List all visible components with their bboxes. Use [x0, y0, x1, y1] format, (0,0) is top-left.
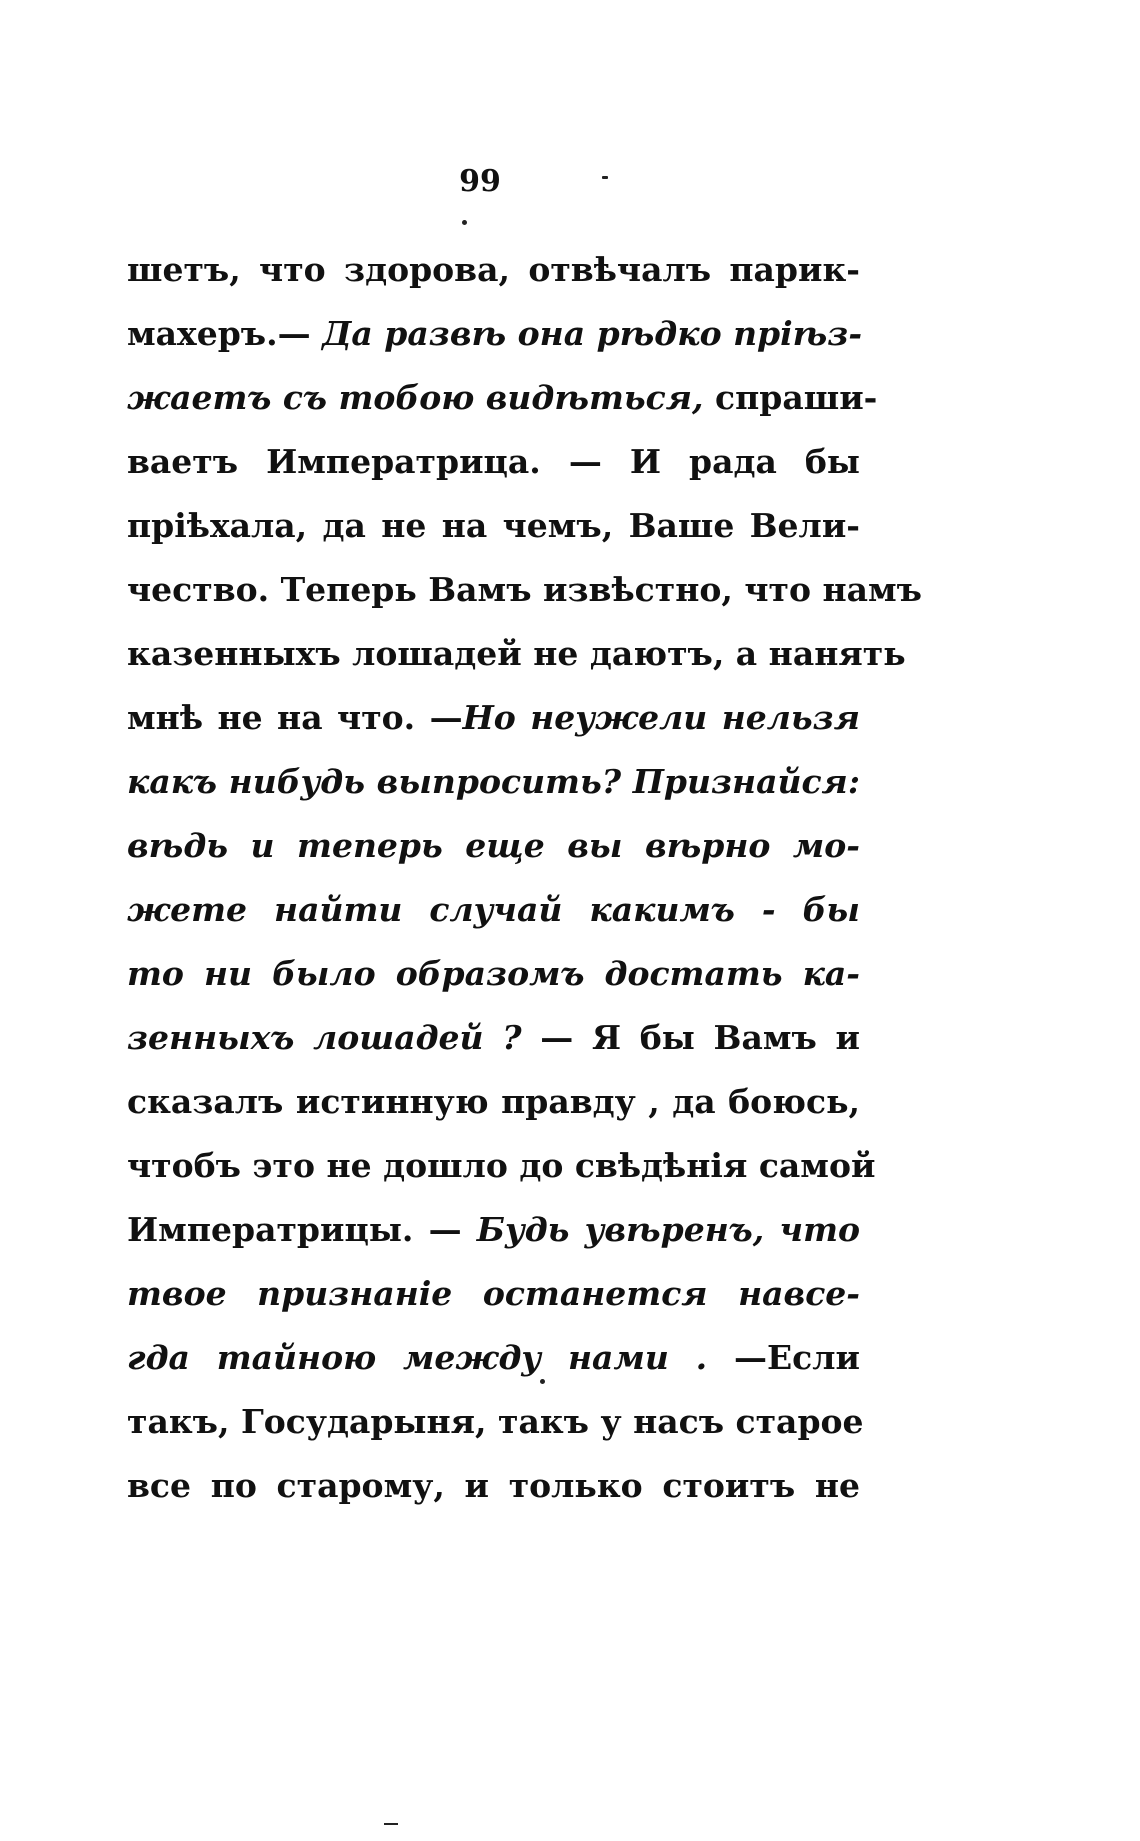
text-line — [127, 238, 860, 302]
body-text-segment: сказалъ истинную правду , да боюсь, — [127, 1082, 860, 1121]
italic-text: то ни было образомъ достать ка- — [127, 954, 860, 993]
text-line — [127, 1006, 860, 1070]
body-text-segment: мнѣ не на что. — — [127, 698, 463, 737]
text-line — [127, 1134, 876, 1198]
body-text-segment: чтобъ это не дошло до свѣдѣнія самой — [127, 1146, 876, 1185]
text-line — [127, 1070, 860, 1134]
body-text-segment: такъ, Государыня, такъ у насъ старое — [127, 1402, 864, 1441]
print-speck — [384, 1823, 398, 1825]
italic-text: жете найти случай какимъ - бы — [127, 890, 860, 929]
body-text-segment: шетъ, что здорова, отвѣчалъ парик- — [127, 250, 860, 289]
print-speck — [602, 176, 608, 179]
text-line — [127, 1454, 860, 1518]
text-line — [127, 558, 922, 622]
italic-text: Но неужели нельзя — [462, 698, 860, 737]
italic-text: Будь увѣренъ, что — [476, 1210, 860, 1249]
text-line — [127, 494, 860, 558]
italic-text: Да развѣ она рѣдко пріѣз- — [322, 314, 863, 353]
print-speck — [462, 220, 467, 225]
body-text-segment: чество. Теперь Вамъ извѣстно, что намъ — [127, 570, 922, 609]
text-line — [127, 366, 878, 430]
text-line — [127, 942, 860, 1006]
italic-text: гда тайною между нами . — [127, 1338, 708, 1377]
italic-text: твое признаніе останется навсе- — [127, 1274, 860, 1313]
text-line — [127, 878, 860, 942]
text-line — [127, 1198, 860, 1262]
text-line — [127, 430, 860, 494]
text-line — [127, 622, 906, 686]
text-line — [127, 1262, 860, 1326]
text-line — [127, 750, 860, 814]
text-line — [127, 814, 860, 878]
body-text-segment: махеръ.— — [127, 314, 323, 353]
body-text — [127, 238, 922, 1518]
page-number: 99 — [459, 164, 501, 199]
italic-text: зенныхъ лошадей ? — [127, 1018, 522, 1057]
text-line — [127, 302, 863, 366]
body-text-segment: все по старому, и только стоитъ не — [127, 1466, 860, 1505]
body-text-segment: —Если — [707, 1338, 861, 1377]
body-text-segment: Императрицы. — — [127, 1210, 477, 1249]
text-line — [127, 1326, 860, 1390]
italic-text: какъ нибудь выпросить? Признайся: — [127, 762, 860, 801]
body-text-segment: казенныхъ лошадей не даютъ, а нанять — [127, 634, 906, 673]
italic-text: вѣдь и теперь еще вы вѣрно мо- — [127, 826, 860, 865]
body-text-segment: пріѣхала, да не на чемъ, Ваше Вели- — [127, 506, 860, 545]
italic-text: жаетъ съ тобою видѣться, — [127, 378, 704, 417]
text-line — [127, 686, 860, 750]
body-text-segment: ваетъ Императрица. — И рада бы — [127, 442, 860, 481]
body-text-segment: — Я бы Вамъ и — [521, 1018, 860, 1057]
body-text-segment: спраши- — [703, 378, 878, 417]
text-line — [127, 1390, 864, 1454]
